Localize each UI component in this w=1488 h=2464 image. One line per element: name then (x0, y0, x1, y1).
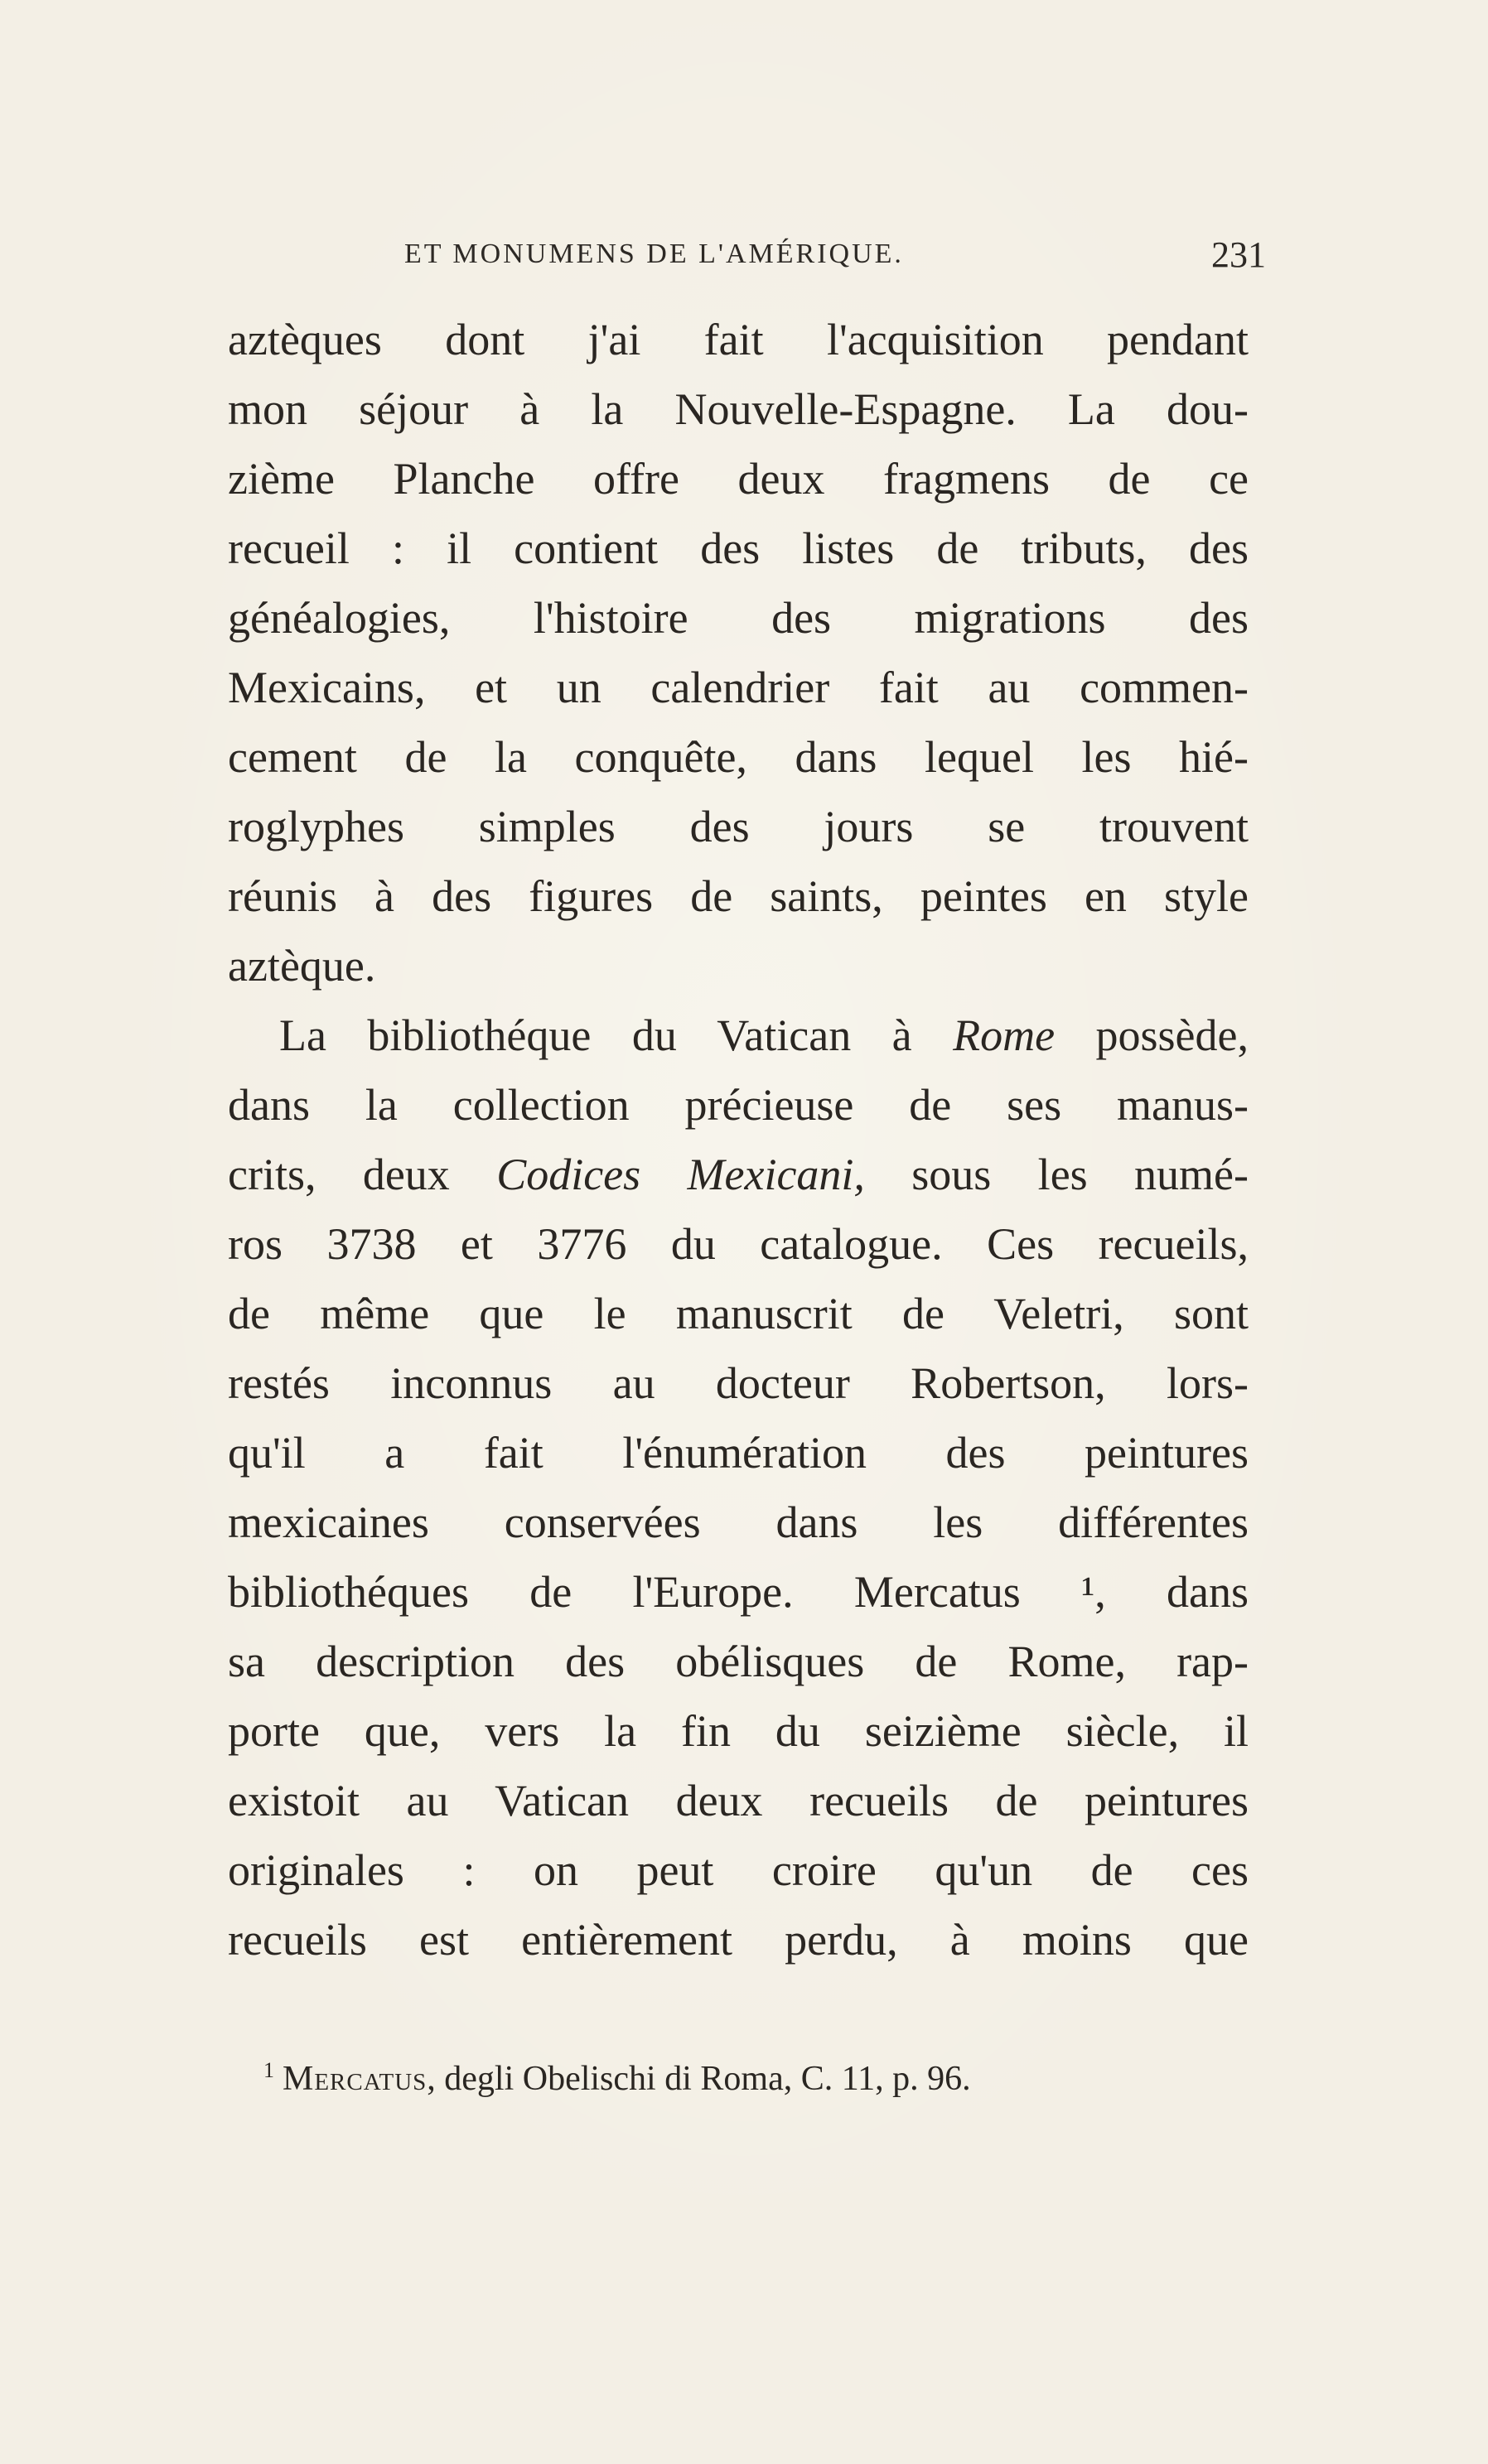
text-line: roglyphes simples des jours se trouvent (228, 802, 1249, 851)
paragraph-first-line (228, 1001, 1249, 1070)
text-line: de même que le manuscrit de Veletri, sont (228, 1289, 1249, 1338)
text-line (228, 1140, 1249, 1209)
text-line: Mexicains, et un calendrier fait au commen- (228, 663, 1249, 712)
text-line: dans la collection précieuse de ses manus- (228, 1080, 1249, 1130)
text-line: aztèque. (228, 941, 376, 991)
text-line: originales : on peut croire qu'un de ces (228, 1845, 1249, 1895)
text-line: bibliothéques de l'Europe. Mercatus ¹, dans (228, 1567, 1249, 1617)
text-run: crits, deux (228, 1150, 497, 1199)
footnote (263, 2046, 1258, 2104)
footnote-marker: 1 (263, 2058, 274, 2082)
text-line: restés inconnus au docteur Robertson, lors- (228, 1358, 1249, 1408)
text-line: recueils est entièrement perdu, à moins que (228, 1915, 1249, 1965)
text-line: qu'il a fait l'énumération des peintures (228, 1428, 1249, 1478)
text-line: existoit au Vatican deux recueils de peintures (228, 1776, 1249, 1825)
text-line: sa description des obélisques de Rome, rap- (228, 1637, 1249, 1686)
text-line: porte que, vers la fin du seizième siècle, il (228, 1706, 1249, 1756)
text-line: mon séjour à la Nouvelle-Espagne. La dou- (228, 384, 1249, 434)
footnote-author: Mercatus (283, 2060, 428, 2098)
running-head: ET MONUMENS DE L'AMÉRIQUE. (404, 239, 904, 269)
text-line: zième Planche offre deux fragmens de ce (228, 454, 1249, 504)
italic-title: Codices Mexicani, (496, 1150, 865, 1199)
body-text (228, 305, 1249, 1975)
text-line: recueil : il contient des listes de tributs, des (228, 523, 1249, 573)
page-header (404, 234, 1266, 283)
text-line: mexicaines conservées dans les différentes (228, 1497, 1249, 1547)
text-run: sous les numé- (864, 1150, 1249, 1199)
italic-place-name: Rome (953, 1010, 1056, 1060)
text-run: La bibliothéque du Vatican à (279, 1010, 954, 1060)
text-line: réunis à des figures de saints, peintes en style (228, 871, 1249, 921)
text-line: aztèques dont j'ai fait l'acquisition pendant (228, 315, 1249, 364)
page-number: 231 (1211, 234, 1266, 275)
text-run: possède, (1055, 1010, 1249, 1060)
footnote-text: , degli Obelischi di Roma, C. 11, p. 96. (427, 2060, 971, 2098)
text-line: cement de la conquête, dans lequel les hié- (228, 732, 1249, 782)
text-line: ros 3738 et 3776 du catalogue. Ces recueils, (228, 1219, 1249, 1269)
text-line: généalogies, l'histoire des migrations des (228, 593, 1249, 643)
